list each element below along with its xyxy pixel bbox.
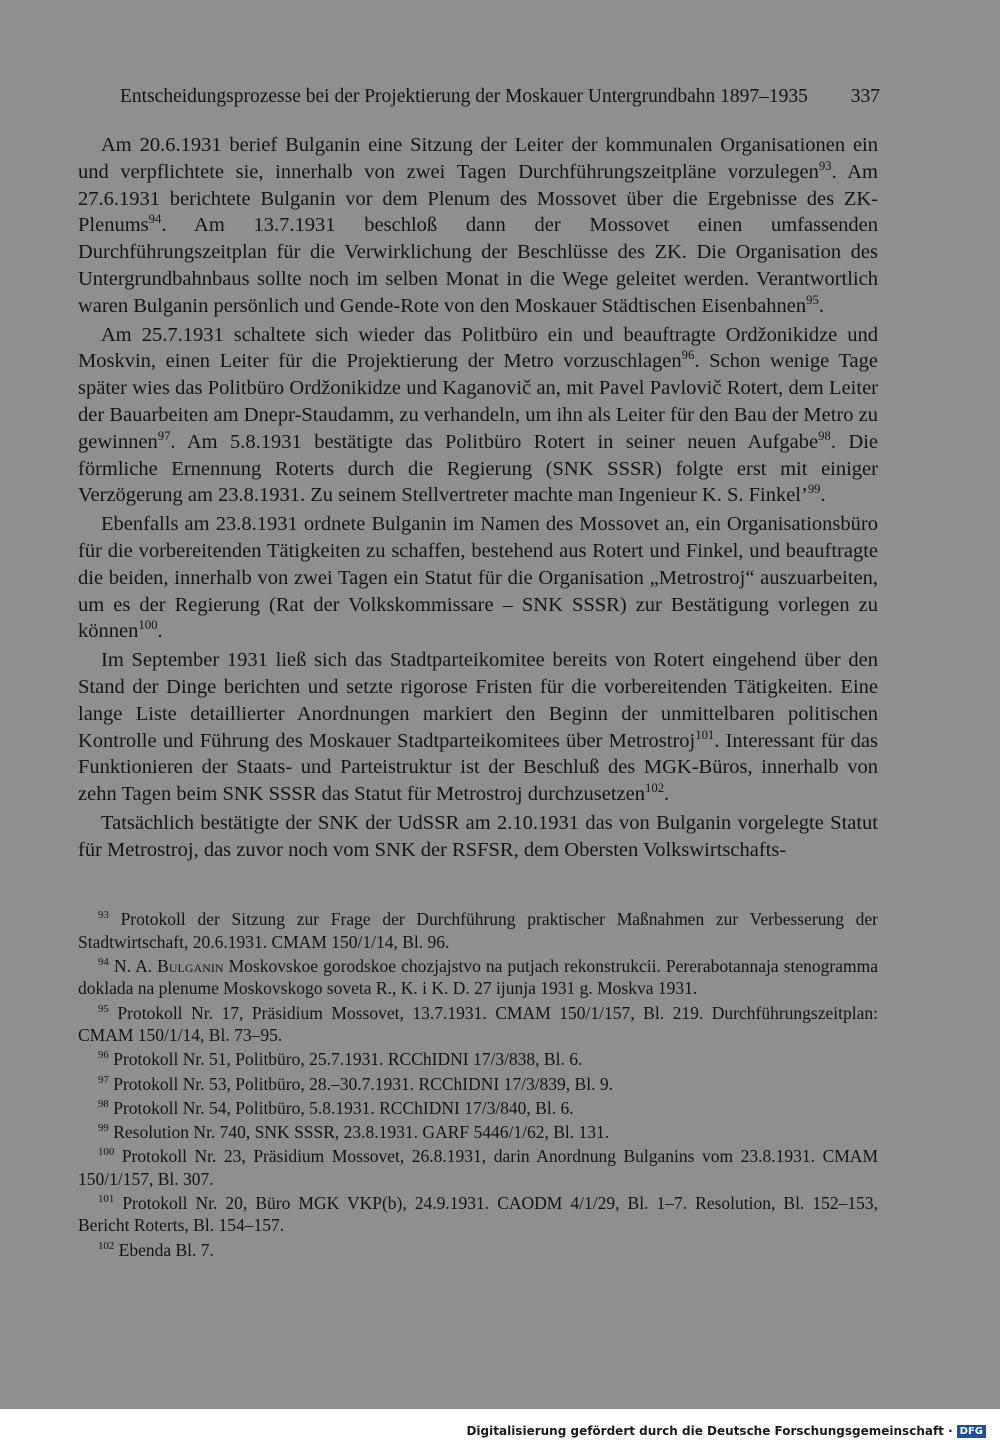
footnote-author: N. A. Bulganin (113, 955, 224, 976)
footnote-ref: 99 (807, 482, 821, 497)
footnote-ref: 102 (644, 781, 665, 796)
footnote-ref: 95 (806, 292, 819, 307)
running-title: Entscheidungsprozesse bei der Projektierung der Moskauer Untergrundbahn 1897–1935 (120, 86, 808, 107)
footnote-ref: 98 (818, 428, 831, 443)
main-text (78, 132, 878, 864)
footnote-number: 94 (98, 955, 109, 968)
paragraph: Tatsächlich bestätigte der SNK der UdSSR am 2.10.1931 das von Bulganin vorgelegte Statut für Metrostroj, das zuvor noch vom SNK der RSFSR, dem Obersten Volkswirtschafts- (78, 811, 878, 861)
paragraph: Am 20.6.1931 berief Bulganin eine Sitzung der Leiter der kommunalen Organisationen ein und verpflichtete sie, innerhalb von zwei Tagen Durchführungszeitpläne vorzulegen$^{93}$. Am 27.6.1931 berichtete Bulganin vor dem Plenum des Mossovet über die Ergebnisse des ZK-Plenums$^{94}$. Am 13.7.1931 beschloß dann der Mossovet einen umfassenden Durchführungszeitplan für die Verwirklichung der Beschlüsse des ZK. Die Organisation des Untergrundbahnbaus sollte noch im selben Monat in die Wege geleitet werden. Verantwortlich waren Bulganin persönlich und Gende-Rote von den Moskauer Städtischen Eisenbahnen$^{95}$. (78, 134, 879, 317)
footnote-number: 93 (98, 909, 109, 922)
footnote-ref: 97 (157, 428, 171, 443)
footnote-number: 102 (98, 1239, 115, 1252)
footnote: $^{93}$ Protokoll der Sitzung zur Frage der Durchführung praktischer Maßnahmen zur Verbesserung der Stadtwirtschaft, 20.6.1931. CMAM 150/1/14, Bl. 96. (78, 909, 879, 952)
paragraph: Am 25.7.1931 schaltete sich wieder das Politbüro ein und beauftragte Ordžonikidze und Moskvin, einen Leiter für die Projektierung der Metro vorzuschlagen$^{96}$. Schon wenige Tage später wies das Politbüro Ordžonikidze und Kaganovič an, mit Pavel Pavlovič Rotert, dem Leiter der Bauarbeiten am Dnepr-Staudamm, zu verhandeln, um ihn als Leiter für den Bau der Metro zu gewinnen$^{97}$. Am 5.8.1931 bestätigte das Politbüro Rotert in seiner neuen Aufgabe$^{98}$. Die förmliche Ernennung Roterts durch die Regierung (SNK SSSR) folgte erst mit einiger Verzögerung am 23.8.1931. Zu seinem Stellvertreter machte man Ingenieur K. S. Finkel’$^{99}$. (78, 323, 878, 507)
footnote: $^{97}$ Protokoll Nr. 53, Politbüro, 28.–30.7.1931. RCChIDNI 17/3/839, Bl. 9. (98, 1073, 613, 1094)
footnote-number: 98 (98, 1097, 109, 1110)
footnote: $^{96}$ Protokoll Nr. 51, Politbüro, 25.7.1931. RCChIDNI 17/3/838, Bl. 6. (98, 1049, 583, 1070)
dfg-funding-banner (466, 1424, 986, 1438)
footnote: $^{99}$ Resolution Nr. 740, SNK SSSR, 23.8.1931. GARF 5446/1/62, Bl. 131. (98, 1121, 610, 1142)
running-header (120, 86, 880, 108)
footnotes (78, 908, 878, 1263)
footnote-ref: 94 (148, 212, 162, 227)
footnote-number: 99 (98, 1122, 109, 1135)
footnote: $^{94}$ N. A. Bulganin Moskovskoe gorodskoe chozjajstvo na putjach rekonstrukcii. Pererabotannaja stenogramma doklada na plenume Moskovskogo soveta R., K. i K. D. 27 ijunja 1931 g. Moskva 1931. (78, 955, 879, 999)
paragraph: Ebenfalls am 23.8.1931 ordnete Bulganin im Namen des Mossovet an, ein Organisationsbüro für die vorbereitenden Tätigkeiten zu schaffen, bestehend aus Rotert und Finkel, und beauftragte die beiden, innerhalb von zwei Tagen ein Statut für die Organisation „Metrostroj“ auszuarbeiten, um es der Regierung (Rat der Volkskommissare – SNK SSSR) zur Bestätigung vorlegen zu können$^{100}$. (78, 513, 878, 643)
footnote: $^{95}$ Protokoll Nr. 17, Präsidium Mossovet, 13.7.1931. CMAM 150/1/157, Bl. 219. Durchführungszeitplan: CMAM 150/1/14, Bl. 73–95. (78, 1002, 878, 1046)
dfg-funding-text: Digitalisierung gefördert durch die Deutsche Forschungsgemeinschaft · (466, 1424, 953, 1438)
footnote: $^{101}$ Protokoll Nr. 20, Büro MGK VKP(b), 24.9.1931. CAODM 4/1/29, Bl. 1–7. Resolution, Bl. 152–153, Bericht Roterts, Bl. 154–157. (78, 1192, 878, 1236)
footnote-ref: 96 (681, 348, 695, 363)
footnote-number: 101 (98, 1193, 115, 1206)
footnote-ref: 101 (695, 727, 715, 742)
page-number: 337 (850, 86, 880, 107)
footnote: $^{98}$ Protokoll Nr. 54, Politbüro, 5.8.1931. RCChIDNI 17/3/840, Bl. 6. (98, 1097, 574, 1118)
footnote-number: 96 (98, 1049, 109, 1062)
footnote-number: 95 (98, 1002, 109, 1015)
footnote-ref: 100 (138, 618, 158, 633)
dfg-logo: DFG (957, 1425, 986, 1438)
footnote-ref: 93 (818, 158, 832, 173)
footnote-number: 100 (98, 1146, 115, 1159)
footnote: $^{100}$ Protokoll Nr. 23, Präsidium Mossovet, 26.8.1931, darin Anordnung Bulganins vom 23.8.1931. CMAM 150/1/157, Bl. 307. (78, 1146, 879, 1189)
footnote: $^{102}$ Ebenda Bl. 7. (98, 1239, 214, 1260)
paragraph: Im September 1931 ließ sich das Stadtparteikomitee bereits von Rotert eingehend über den Stand der Dinge berichten und setzte rigorose Fristen für die vorbereitenden Tätigkeiten. Eine lange Liste detaillierter Anordnungen markiert den Beginn der unmittelbaren politischen Kontrolle und Führung des Moskauer Stadtparteikomitees über Metrostroj$^{101}$. Interessant für das Funktionieren der Staats- und Parteistruktur ist der Beschluß des MGK-Büros, innerhalb von zehn Tagen beim SNK SSSR das Statut für Metrostroj durchzusetzen$^{102}$. (78, 649, 879, 806)
footnote-number: 97 (98, 1073, 109, 1086)
